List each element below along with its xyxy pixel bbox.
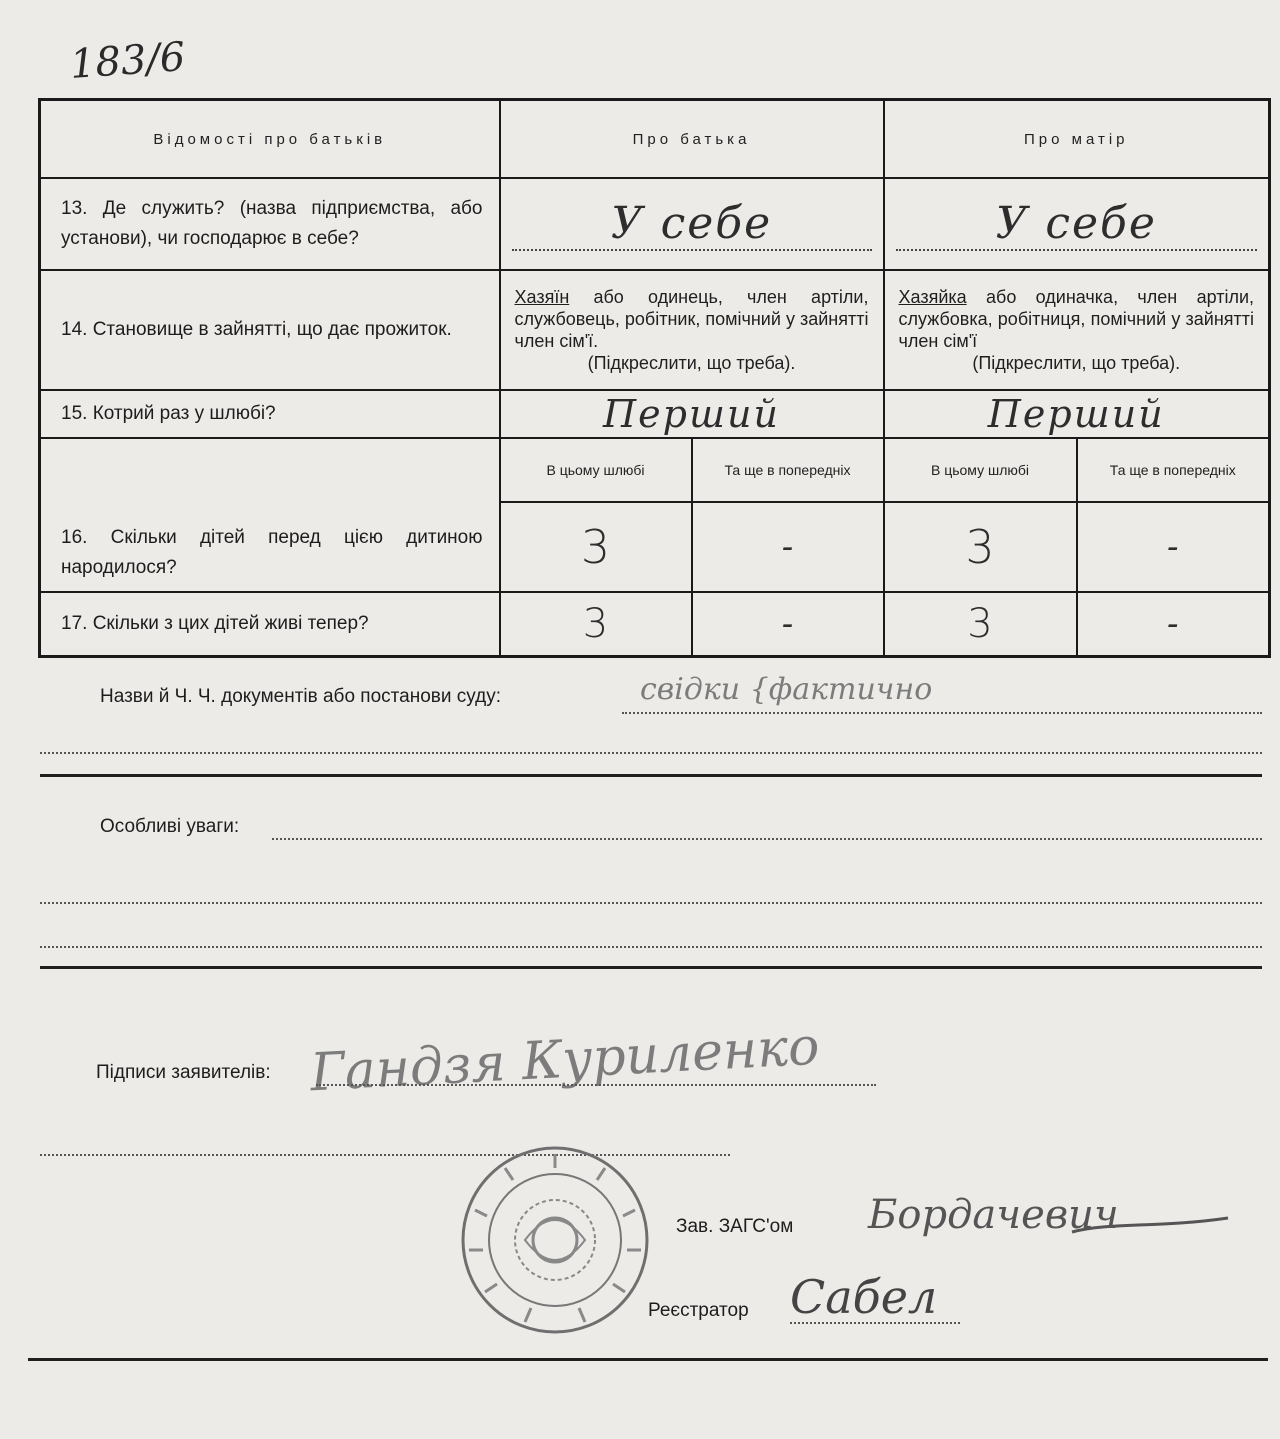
- row-q15: [40, 390, 1270, 438]
- documents-dotted-line-2: [40, 752, 1262, 754]
- q13-mother-value: У себе: [896, 198, 1258, 251]
- header-mother: Про матір: [884, 100, 1270, 179]
- q14-label: 14. Становище в зайнятті, що дає прожиток.: [40, 270, 500, 390]
- row-q17: [40, 592, 1270, 656]
- remarks-rule: [40, 966, 1262, 969]
- q17-label: 17. Скільки з цих дітей живі тепер?: [40, 592, 500, 656]
- official-seal-stamp: [455, 1140, 655, 1340]
- q16-father-this: 3: [500, 502, 692, 592]
- documents-rule: [40, 774, 1262, 777]
- page-number: 183/6: [68, 34, 187, 88]
- q13-label: 13. Де служить? (назва підприємства, або установи), чи господарює в себе?: [40, 178, 500, 270]
- q16-spacer: [61, 447, 483, 523]
- subheader-mother-prev: Та ще в попередніх: [1077, 438, 1270, 502]
- header-father: Про батька: [500, 100, 884, 179]
- registrar-dotted-line: [790, 1322, 960, 1324]
- q14-mother-underlined: Хазяйка: [898, 287, 967, 307]
- q16-label: [40, 438, 500, 592]
- bottom-rule: [28, 1358, 1268, 1361]
- registrar-label: Реєстратор: [648, 1300, 749, 1321]
- applicants-label: Підписи заявителів:: [96, 1062, 271, 1083]
- q14-mother-options: [884, 270, 1270, 390]
- remarks-dotted-line-1: [272, 838, 1262, 840]
- registrar-signature: Сабел: [790, 1270, 938, 1324]
- q16-mother-prev: -: [1077, 502, 1270, 592]
- remarks-label: Особливі уваги:: [100, 816, 240, 837]
- q14-father-note: (Підкреслити, що треба).: [587, 353, 796, 373]
- q16-label-text: 16. Скільки дітей перед цією дитиною народилося?: [61, 527, 483, 578]
- q14-father-options: [500, 270, 884, 390]
- parents-info-table: [38, 98, 1271, 658]
- head-signature: Бордачевич: [868, 1192, 1119, 1238]
- q15-father-answer: Перший: [500, 390, 884, 438]
- documents-value: свідки {фактично: [640, 672, 933, 707]
- q14-mother-note: (Підкреслити, що треба).: [972, 353, 1181, 373]
- q16-mother-this: 3: [884, 502, 1077, 592]
- q13-father-value: У себе: [512, 198, 872, 251]
- remarks-dotted-line-2: [40, 902, 1262, 904]
- head-signature-flourish: [1070, 1210, 1230, 1240]
- q15-mother-answer: Перший: [884, 390, 1270, 438]
- row-q13: [40, 178, 1270, 270]
- table-header-row: [40, 100, 1270, 179]
- remarks-dotted-line-3: [40, 946, 1262, 948]
- q17-father-this: 3: [500, 592, 692, 656]
- applicants-signature: Гандзя Куриленко: [308, 1016, 821, 1104]
- row-subheaders: [40, 438, 1270, 502]
- head-label: Зав. ЗАГС'ом: [676, 1216, 794, 1237]
- q14-father-underlined: Хазяїн: [514, 287, 570, 307]
- q14-father-rest: або одинець, член артіли, службовець, робітник, помічний у зайнятті член сім'ї.: [514, 287, 869, 351]
- subheader-father-this: В цьому шлюбі: [500, 438, 692, 502]
- q13-father-answer: [500, 178, 884, 270]
- header-parents-info: Відомості про батьків: [40, 100, 500, 179]
- q16-father-prev: -: [692, 502, 884, 592]
- row-q14: [40, 270, 1270, 390]
- q13-mother-answer: [884, 178, 1270, 270]
- subheader-father-prev: Та ще в попередніх: [692, 438, 884, 502]
- q14-mother-rest: або одиначка, член артіли, службовка, робітниця, помічний у зайнятті член сім'ї: [898, 287, 1255, 351]
- subheader-mother-this: В цьому шлюбі: [884, 438, 1077, 502]
- q17-mother-this: 3: [884, 592, 1077, 656]
- documents-label: Назви й Ч. Ч. документів або постанови суду:: [100, 686, 501, 707]
- q17-father-prev: -: [692, 592, 884, 656]
- documents-dotted-line-1: [622, 712, 1262, 714]
- q15-label: 15. Котрий раз у шлюбі?: [40, 390, 500, 438]
- q17-mother-prev: -: [1077, 592, 1270, 656]
- applicants-dotted-line-1: [316, 1084, 876, 1086]
